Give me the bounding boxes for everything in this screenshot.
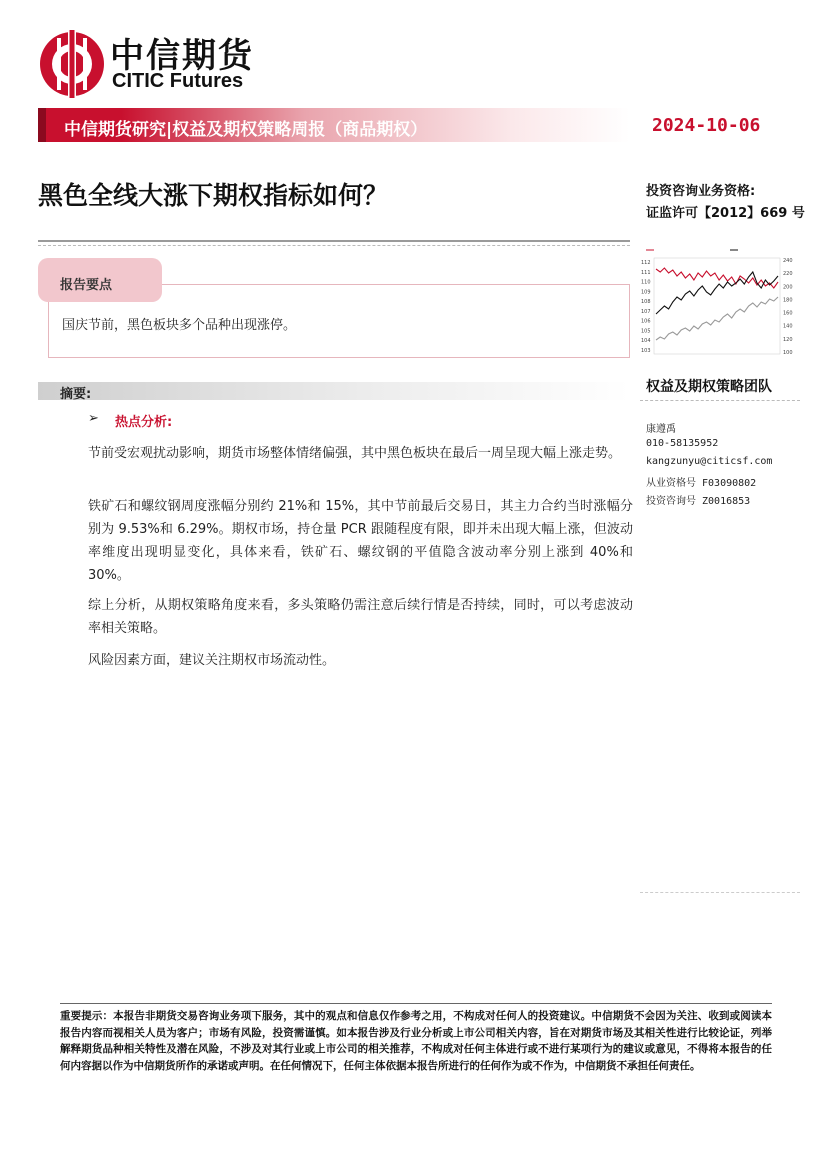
left-tick-label: 105 (641, 328, 651, 335)
title-divider (38, 240, 630, 242)
right-tick-label: 180 (783, 297, 793, 304)
left-tick-label: 111 (641, 269, 651, 276)
disclaimer-divider (60, 1003, 772, 1004)
arrow-bullet-icon: ➢ (88, 411, 99, 426)
report-date: 2024-10-06 (652, 115, 761, 136)
qualification-value: 证监许可【2012】669 号 (646, 206, 805, 221)
key-points-text: 国庆节前，黑色板块多个品种出现涨停。 (62, 318, 297, 333)
right-tick-label: 220 (783, 271, 793, 278)
left-tick-label: 106 (641, 318, 651, 325)
analyst-email: kangzunyu@citicsf.com (646, 456, 773, 467)
left-tick-label: 108 (641, 299, 651, 306)
summary-paragraph: 节前受宏观扰动影响，期货市场整体情绪偏强，其中黑色板块在最后一周呈现大幅上涨走势。 (88, 446, 622, 461)
left-tick-label: 112 (641, 260, 651, 266)
series-line-2 (656, 297, 778, 340)
chart-frame (654, 258, 780, 354)
right-tick-label: 100 (783, 350, 793, 356)
summary-paragraph: 风险因素方面，建议关注期权市场流动性。 (88, 653, 336, 668)
series-line-1 (656, 272, 778, 314)
cover-line-chart (640, 242, 800, 360)
qualification-label: 投资咨询业务资格: (646, 184, 756, 199)
analyst-phone: 010-58135952 (646, 438, 719, 449)
report-series-title: 中信期货研究|权益及期权策略周报（商品期权） (64, 120, 428, 140)
title-divider-dashed (38, 245, 630, 246)
series-line-0 (656, 268, 778, 288)
summary-label: 摘要: (60, 387, 92, 402)
right-tick-label: 160 (783, 310, 793, 317)
hot-analysis-label: 热点分析: (115, 415, 173, 430)
left-tick-label: 104 (641, 338, 651, 345)
left-tick-label: 107 (641, 308, 651, 315)
analyst-license: 从业资格号 F03090802 (646, 478, 757, 489)
disclaimer-text: 重要提示：本报告非期货交易咨询业务项下服务，其中的观点和信息仅作参考之用，不构成对任何人的投资建议。中信期货不会因为关注、收到或阅读本报告内容而视相关人员为客户；市场有风险，投资需谨慎。如本报告涉及行业分析或上市公司相关内容，旨在对期货市场及其相关性进行比较论证，列举解释期货品种相关特性及潜在风险，不涉及对其行业或上市公司的相关推荐，不构成对任何主体进行或不进行某项行为的建议或意见，不得将本报告的任何内容据以作为中信期货所作的承诺或声明。在任何情况下，任何主体依据本报告所进行的任何作为或不作为，中信期货不承担任何责任。 (60, 1010, 772, 1072)
sidebar-divider (640, 400, 800, 401)
summary-bar (38, 382, 630, 400)
citic-logo-icon (38, 30, 106, 98)
right-tick-label: 140 (783, 323, 793, 330)
right-tick-label: 120 (783, 336, 793, 343)
left-tick-label: 109 (641, 289, 651, 296)
team-name: 权益及期权策略团队 (646, 379, 772, 395)
key-points-label: 报告要点 (60, 278, 113, 293)
analyst-advisory-license: 投资咨询号 Z0016853 (646, 496, 751, 507)
header-band-accent (38, 108, 46, 142)
right-tick-label: 200 (783, 284, 793, 291)
summary-paragraph: 铁矿石和螺纹钢周度涨幅分别约 21%和 15%，其中节前最后交易日，其主力合约当时涨幅分别为 9.53%和 6.29%。期权市场，持仓量 PCR 跟随程度有限，即并未出现大幅上涨，但波动率维度出现明显变化，具体来看，铁矿石、螺纹钢的平值隐含波动率分别上涨到 40%和 30%。 (88, 499, 633, 583)
sidebar-divider-bottom (640, 892, 800, 893)
left-tick-label: 110 (641, 279, 651, 286)
left-tick-label: 103 (641, 348, 651, 354)
report-title: 黑色全线大涨下期权指标如何？ (38, 181, 389, 210)
brand-name-en: CITIC Futures (112, 70, 244, 92)
summary-paragraph: 综上分析，从期权策略角度来看，多头策略仍需注意后续行情是否持续，同时，可以考虑波动率相关策略。 (88, 598, 633, 636)
brand-name-cn: 中信期货 (110, 36, 254, 76)
right-tick-label: 240 (783, 258, 793, 264)
analyst-name: 康遵禹 (646, 424, 676, 435)
